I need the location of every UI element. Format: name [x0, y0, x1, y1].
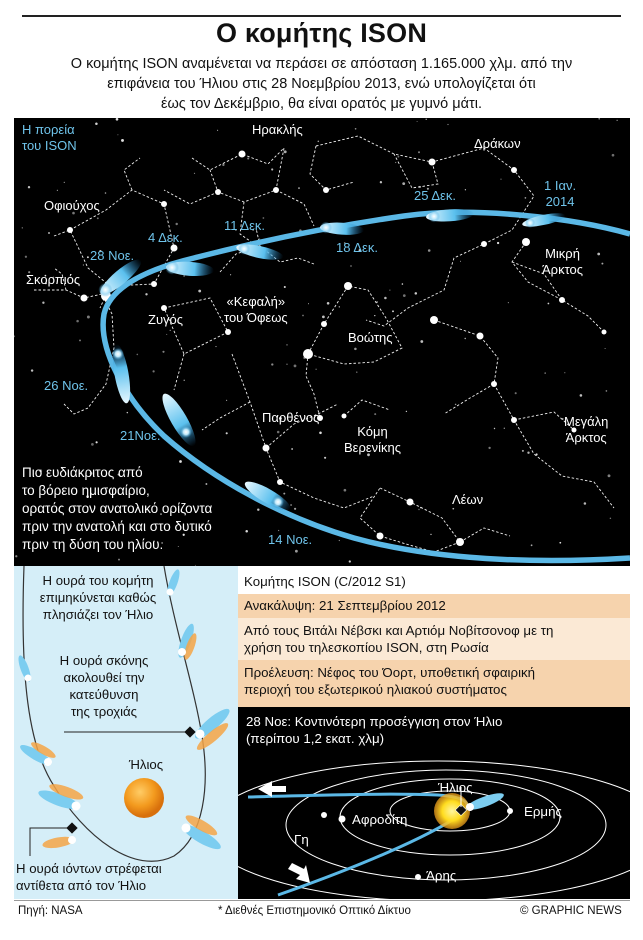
background-star [162, 351, 164, 353]
label-venus: Αφροδίτη [352, 812, 408, 827]
date-nov26: 26 Νοε. [44, 378, 89, 393]
background-star [597, 253, 600, 256]
background-star [356, 371, 357, 372]
background-star [384, 297, 387, 300]
text-line: της τροχιάς [70, 704, 138, 719]
background-star [298, 187, 300, 189]
background-star [28, 186, 30, 188]
background-star [117, 134, 118, 135]
note-line: 28 Νοε: Κοντινότερη προσέγγιση στον Ήλιο [246, 714, 503, 729]
background-star [87, 316, 90, 319]
background-star [344, 489, 347, 492]
background-star [494, 428, 495, 429]
background-star [392, 310, 394, 312]
label-ursa-major [564, 414, 608, 446]
background-star [319, 432, 322, 435]
footer-note: * Διεθνές Επιστημονικό Οπτικό Δίκτυο [218, 905, 411, 917]
subtitle-line: Ο κομήτης ISON αναμένεται να περάσει σε απόσταση 1.165.000 χλμ. από την [70, 56, 573, 72]
date-dec18: 18 Δεκ. [336, 240, 378, 255]
background-star [559, 542, 561, 544]
info-discovery: Ανακάλυψη: 21 Σεπτεμβρίου 2012 [238, 594, 630, 618]
background-star [105, 192, 107, 194]
footer-credit: © GRAPHIC NEWS [520, 905, 622, 917]
label-hercules: Ηρακλής [252, 122, 303, 137]
background-star [64, 182, 65, 183]
background-star [488, 447, 490, 449]
background-star [395, 162, 396, 163]
background-star [417, 121, 418, 122]
subtitle-line: επιφάνεια του Ήλιου στις 28 Νοεμβρίου 2013, ενώ υπολογίζεται ότι [107, 76, 536, 92]
subtitle-line: έως τον Δεκέμβριο, θα είναι ορατός με γυμνό μάτι. [160, 96, 482, 112]
ion-tail-text [16, 860, 204, 894]
background-star [464, 338, 465, 339]
background-star [294, 508, 296, 510]
note-line: ορατός στον ανατολικό ορίζοντα [22, 501, 213, 516]
date-jan1 [544, 178, 576, 210]
note-line: πριν τη δύση του ηλίου. [22, 537, 164, 552]
background-star [544, 372, 546, 374]
text-line: ακολουθεί την [63, 670, 145, 685]
date-nov21: 21Νοε. [120, 428, 161, 443]
background-star [525, 197, 527, 199]
background-star [339, 306, 340, 307]
info-origin [238, 660, 630, 707]
background-star [284, 150, 287, 153]
label-line: «Κεφαλή» [226, 294, 286, 309]
background-star [118, 559, 120, 561]
info-line: Από τους Βιτάλι Νέβσκι και Αρτιόμ Νοβίτσονοφ με τη [244, 623, 554, 638]
background-star [226, 400, 227, 401]
info-line: Προέλευση: Νέφος του Όορτ, υποθετική σφαιρική [244, 665, 536, 680]
background-star [584, 502, 587, 505]
dust-tail-text [44, 652, 164, 720]
background-star [428, 249, 431, 252]
note-line: (περίπου 1,2 εκατ. χλμ) [246, 731, 385, 746]
background-star [271, 168, 273, 170]
date-dec25: 25 Δεκ. [414, 188, 456, 203]
label-bootes: Βοώτης [348, 330, 393, 345]
background-star [612, 154, 615, 157]
background-star [318, 141, 320, 143]
label-ophiuchus: Οφιούχος [44, 198, 100, 213]
background-star [170, 330, 171, 331]
label-ursa-minor [542, 246, 583, 278]
background-star [295, 550, 298, 553]
background-star [15, 555, 17, 557]
background-star [116, 118, 119, 121]
info-table [238, 566, 630, 707]
background-star [97, 217, 99, 219]
background-star [605, 348, 606, 349]
solar-system-diagram [238, 707, 630, 899]
label-leo: Λέων [452, 492, 484, 507]
background-star [277, 431, 280, 434]
label-earth: Γη [294, 832, 309, 847]
date-dec11: 11 Δεκ. [224, 218, 265, 233]
background-star [284, 286, 286, 288]
background-star [398, 156, 400, 158]
label-serpens-head [224, 294, 288, 326]
label-line: Μεγάλη [564, 414, 609, 429]
background-star [76, 320, 79, 323]
background-star [564, 372, 565, 373]
background-star [355, 128, 357, 130]
background-star [175, 223, 177, 225]
text-line: Η ουρά σκόνης [59, 653, 149, 668]
sky-map [14, 118, 630, 566]
text-line: κατεύθυνση [69, 687, 139, 702]
background-star [48, 232, 50, 234]
date-nov28: 28 Νοε. [90, 248, 135, 263]
label-line: Κόμη [357, 424, 388, 439]
background-star [222, 164, 224, 166]
text-line: αντίθετα από τον Ήλιο [16, 878, 147, 893]
text-line: Η ουρά του κομήτη [42, 573, 154, 588]
background-star [418, 509, 419, 510]
text-line: πλησιάζει τον Ήλιο [42, 607, 154, 622]
info-line: χρήση του τηλεσκοπίου ISON, στη Ρωσία [244, 640, 489, 655]
label-line: Άρκτος [542, 262, 584, 277]
background-star [291, 448, 293, 450]
background-star [302, 315, 304, 317]
path-title-line: Η πορεία [22, 122, 75, 137]
background-star [500, 179, 501, 180]
background-star [465, 189, 466, 190]
background-star [290, 504, 292, 506]
background-star [426, 119, 427, 120]
background-star [515, 392, 517, 394]
background-star [430, 534, 431, 535]
background-star [617, 120, 618, 121]
background-star [283, 493, 285, 495]
background-star [95, 122, 98, 125]
background-star [406, 411, 407, 412]
background-star [294, 365, 297, 368]
path-title-line: του ISON [22, 138, 77, 153]
background-star [226, 432, 228, 434]
info-heading: Κομήτης ISON (C/2012 S1) [238, 566, 630, 594]
background-star [601, 263, 603, 265]
background-star [580, 394, 583, 397]
background-star [14, 335, 15, 337]
tail-diagram [14, 566, 238, 899]
background-star [455, 404, 457, 406]
background-star [315, 369, 316, 370]
background-star [606, 390, 608, 392]
background-star [194, 173, 195, 174]
background-star [354, 348, 357, 351]
background-star [257, 508, 259, 510]
background-star [380, 181, 382, 183]
background-star [308, 303, 309, 304]
background-star [508, 302, 509, 303]
info-line: περιοχή του εξωτερικού ηλιακού συστήματος [244, 682, 507, 697]
background-star [25, 256, 27, 258]
background-star [497, 242, 499, 244]
label-virgo: Παρθένος [262, 410, 320, 425]
background-star [127, 412, 128, 413]
background-star [389, 290, 390, 291]
background-star [247, 157, 249, 159]
date-line: 1 Ιαν. [544, 178, 577, 193]
background-star [278, 530, 279, 531]
label-mercury: Ερμής [524, 804, 562, 819]
label-draco: Δράκων [474, 136, 521, 151]
background-star [22, 227, 23, 228]
background-star [83, 264, 84, 265]
visibility-note [22, 464, 212, 554]
date-dec4: 4 Δεκ. [148, 230, 183, 245]
background-star [286, 344, 287, 345]
text-line: επιμηκύνεται καθώς [39, 590, 157, 605]
background-star [136, 354, 138, 356]
info-discoverers [238, 618, 630, 660]
page-title: Ο κομήτης ISON [215, 18, 428, 48]
page-subtitle [40, 54, 603, 114]
note-line: Πιο ευδιάκριτος από [22, 465, 143, 480]
background-star [350, 265, 351, 266]
background-star [452, 508, 454, 510]
background-star [215, 346, 216, 347]
marker-diamond [184, 726, 195, 737]
label-line: Άρκτος [565, 430, 607, 445]
background-star [271, 363, 273, 365]
background-star [217, 130, 218, 131]
top-rule [22, 15, 621, 17]
background-star [87, 256, 89, 258]
path-title [22, 122, 77, 154]
background-star [57, 190, 58, 191]
label-libra: Ζυγός [148, 312, 184, 327]
background-star [598, 118, 600, 120]
background-star [447, 124, 448, 125]
label-line: Βερενίκης [344, 440, 402, 455]
background-star [610, 518, 611, 519]
background-star [322, 316, 325, 319]
label-mars: Άρης [426, 868, 457, 883]
label-coma [344, 424, 401, 456]
background-star [324, 457, 326, 459]
background-star [420, 340, 423, 343]
label-scorpius: Σκορπιός [26, 272, 81, 287]
background-star [286, 364, 287, 365]
background-star [152, 370, 154, 372]
background-star [415, 292, 418, 295]
background-star [198, 290, 201, 293]
note-line: πριν την ανατολή και στο δυτικό [22, 519, 212, 534]
background-star [548, 303, 550, 305]
background-star [339, 540, 340, 541]
background-star [522, 450, 524, 452]
background-star [79, 339, 81, 341]
background-star [91, 443, 94, 446]
closest-approach-note [246, 713, 502, 747]
label-line: Μικρή [545, 246, 580, 261]
footer-source: Πηγή: NASA [18, 905, 83, 917]
background-star [402, 182, 405, 185]
tail-lengthens-text [18, 572, 178, 623]
background-star [42, 302, 44, 304]
label-sun: Ήλιος [438, 780, 473, 795]
background-star [230, 274, 231, 275]
background-star [527, 452, 529, 454]
background-star [402, 283, 404, 285]
background-star [403, 294, 406, 297]
background-star [245, 530, 248, 533]
background-star [145, 293, 147, 295]
sun-circle [124, 778, 164, 818]
background-star [183, 275, 185, 277]
background-star [531, 544, 533, 546]
background-star [504, 428, 505, 429]
marker-diamond [66, 822, 77, 833]
background-star [374, 413, 376, 415]
background-star [608, 474, 611, 477]
background-star [460, 261, 461, 262]
label-line: του Όφεως [224, 310, 288, 325]
date-line: 2014 [545, 194, 575, 209]
background-star [166, 334, 167, 335]
background-star [96, 441, 98, 443]
text-line: Η ουρά ιόντων στρέφεται [16, 861, 162, 876]
background-star [418, 151, 420, 153]
sun-label: Ήλιος [128, 757, 164, 772]
background-star [31, 369, 33, 371]
background-star [349, 560, 351, 562]
bottom-rule [14, 900, 630, 901]
background-star [179, 460, 182, 463]
background-star [121, 139, 124, 142]
background-star [327, 302, 330, 305]
background-star [374, 315, 375, 316]
date-nov14: 14 Νοε. [268, 532, 313, 547]
note-line: το βόρειο ημισφαίριο, [22, 483, 150, 498]
background-star [184, 380, 185, 381]
